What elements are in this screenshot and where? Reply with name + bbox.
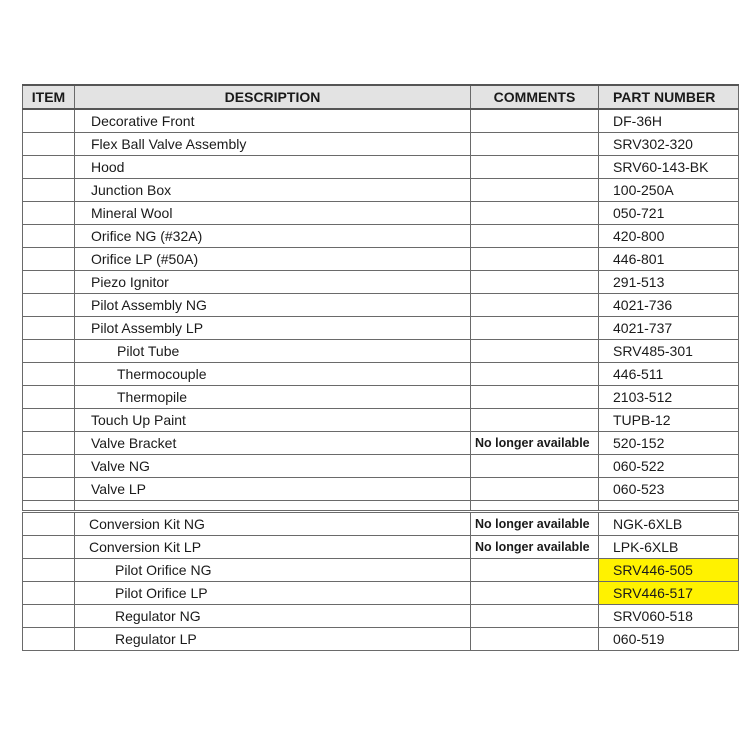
part-number-cell: SRV446-517 xyxy=(599,582,739,605)
comments-cell xyxy=(471,109,599,133)
parts-table xyxy=(22,84,739,651)
description-cell: Junction Box xyxy=(75,179,471,202)
comments-cell xyxy=(471,455,599,478)
table-row xyxy=(23,225,739,248)
part-number-cell: 060-522 xyxy=(599,455,739,478)
comments-cell xyxy=(471,386,599,409)
table-row xyxy=(23,432,739,455)
item-cell xyxy=(23,133,75,156)
part-number-cell: SRV446-505 xyxy=(599,559,739,582)
description-cell: Hood xyxy=(75,156,471,179)
description-cell: Valve Bracket xyxy=(75,432,471,455)
table-row xyxy=(23,317,739,340)
part-number-cell: 520-152 xyxy=(599,432,739,455)
description-cell: Orifice LP (#50A) xyxy=(75,248,471,271)
part-number-cell: 446-511 xyxy=(599,363,739,386)
item-cell xyxy=(23,248,75,271)
description-cell: Pilot Assembly NG xyxy=(75,294,471,317)
description-cell: Pilot Assembly LP xyxy=(75,317,471,340)
part-number-cell: 4021-737 xyxy=(599,317,739,340)
part-number-cell: 060-523 xyxy=(599,478,739,501)
description-cell: Pilot Orifice LP xyxy=(75,582,471,605)
header-item: ITEM xyxy=(23,85,75,109)
section-gap xyxy=(23,501,739,512)
table-row xyxy=(23,179,739,202)
part-number-cell: 291-513 xyxy=(599,271,739,294)
item-cell xyxy=(23,536,75,559)
description-cell: Regulator NG xyxy=(75,605,471,628)
item-cell xyxy=(23,317,75,340)
item-cell xyxy=(23,109,75,133)
item-cell xyxy=(23,271,75,294)
table-row xyxy=(23,340,739,363)
comments-cell xyxy=(471,294,599,317)
item-cell xyxy=(23,432,75,455)
description-cell: Orifice NG (#32A) xyxy=(75,225,471,248)
table-row xyxy=(23,409,739,432)
item-cell xyxy=(23,409,75,432)
header-part-number: PART NUMBER xyxy=(599,85,739,109)
table-row xyxy=(23,386,739,409)
table-row xyxy=(23,109,739,133)
description-cell: Thermopile xyxy=(75,386,471,409)
part-number-cell: TUPB-12 xyxy=(599,409,739,432)
comments-cell: No longer available xyxy=(471,536,599,559)
part-number-cell: 060-519 xyxy=(599,628,739,651)
description-cell: Valve LP xyxy=(75,478,471,501)
part-number-cell: LPK-6XLB xyxy=(599,536,739,559)
parts-list-sheet xyxy=(22,84,738,651)
table-row xyxy=(23,512,739,536)
comments-cell xyxy=(471,628,599,651)
item-cell xyxy=(23,559,75,582)
comments-cell xyxy=(471,340,599,363)
header-comments: COMMENTS xyxy=(471,85,599,109)
part-number-cell: 050-721 xyxy=(599,202,739,225)
description-cell: Pilot Tube xyxy=(75,340,471,363)
comments-cell xyxy=(471,317,599,340)
item-cell xyxy=(23,386,75,409)
section-divider xyxy=(23,501,739,512)
item-cell xyxy=(23,225,75,248)
description-cell: Conversion Kit LP xyxy=(75,536,471,559)
part-number-cell: NGK-6XLB xyxy=(599,512,739,536)
table-row xyxy=(23,133,739,156)
header-row xyxy=(23,85,739,109)
part-number-cell: 100-250A xyxy=(599,179,739,202)
item-cell xyxy=(23,294,75,317)
table-row xyxy=(23,605,739,628)
comments-cell: No longer available xyxy=(471,432,599,455)
header-description: DESCRIPTION xyxy=(75,85,471,109)
comments-cell xyxy=(471,559,599,582)
part-number-cell: 446-801 xyxy=(599,248,739,271)
comments-cell xyxy=(471,225,599,248)
description-cell: Mineral Wool xyxy=(75,202,471,225)
part-number-cell: SRV60-143-BK xyxy=(599,156,739,179)
item-cell xyxy=(23,179,75,202)
description-cell: Decorative Front xyxy=(75,109,471,133)
description-cell: Pilot Orifice NG xyxy=(75,559,471,582)
item-cell xyxy=(23,512,75,536)
table-row xyxy=(23,559,739,582)
table-row xyxy=(23,628,739,651)
item-cell xyxy=(23,478,75,501)
comments-cell xyxy=(471,582,599,605)
comments-cell xyxy=(471,363,599,386)
comments-cell: No longer available xyxy=(471,512,599,536)
part-number-cell: 420-800 xyxy=(599,225,739,248)
table-row xyxy=(23,248,739,271)
table-row xyxy=(23,156,739,179)
description-cell: Piezo Ignitor xyxy=(75,271,471,294)
item-cell xyxy=(23,340,75,363)
description-cell: Touch Up Paint xyxy=(75,409,471,432)
table-row xyxy=(23,582,739,605)
table-row xyxy=(23,478,739,501)
part-number-cell: SRV485-301 xyxy=(599,340,739,363)
description-cell: Thermocouple xyxy=(75,363,471,386)
description-cell: Regulator LP xyxy=(75,628,471,651)
comments-cell xyxy=(471,271,599,294)
comments-cell xyxy=(471,179,599,202)
comments-cell xyxy=(471,248,599,271)
section-2 xyxy=(23,512,739,651)
table-row xyxy=(23,455,739,478)
part-number-cell: SRV302-320 xyxy=(599,133,739,156)
comments-cell xyxy=(471,605,599,628)
item-cell xyxy=(23,605,75,628)
part-number-cell: SRV060-518 xyxy=(599,605,739,628)
comments-cell xyxy=(471,133,599,156)
item-cell xyxy=(23,455,75,478)
item-cell xyxy=(23,156,75,179)
item-cell xyxy=(23,363,75,386)
description-cell: Valve NG xyxy=(75,455,471,478)
comments-cell xyxy=(471,409,599,432)
comments-cell xyxy=(471,156,599,179)
part-number-cell: 2103-512 xyxy=(599,386,739,409)
item-cell xyxy=(23,582,75,605)
section-1 xyxy=(23,109,739,501)
table-row xyxy=(23,363,739,386)
part-number-cell: DF-36H xyxy=(599,109,739,133)
table-row xyxy=(23,536,739,559)
table-row xyxy=(23,271,739,294)
table-row xyxy=(23,294,739,317)
description-cell: Conversion Kit NG xyxy=(75,512,471,536)
comments-cell xyxy=(471,202,599,225)
item-cell xyxy=(23,628,75,651)
part-number-cell: 4021-736 xyxy=(599,294,739,317)
table-row xyxy=(23,202,739,225)
item-cell xyxy=(23,202,75,225)
comments-cell xyxy=(471,478,599,501)
description-cell: Flex Ball Valve Assembly xyxy=(75,133,471,156)
